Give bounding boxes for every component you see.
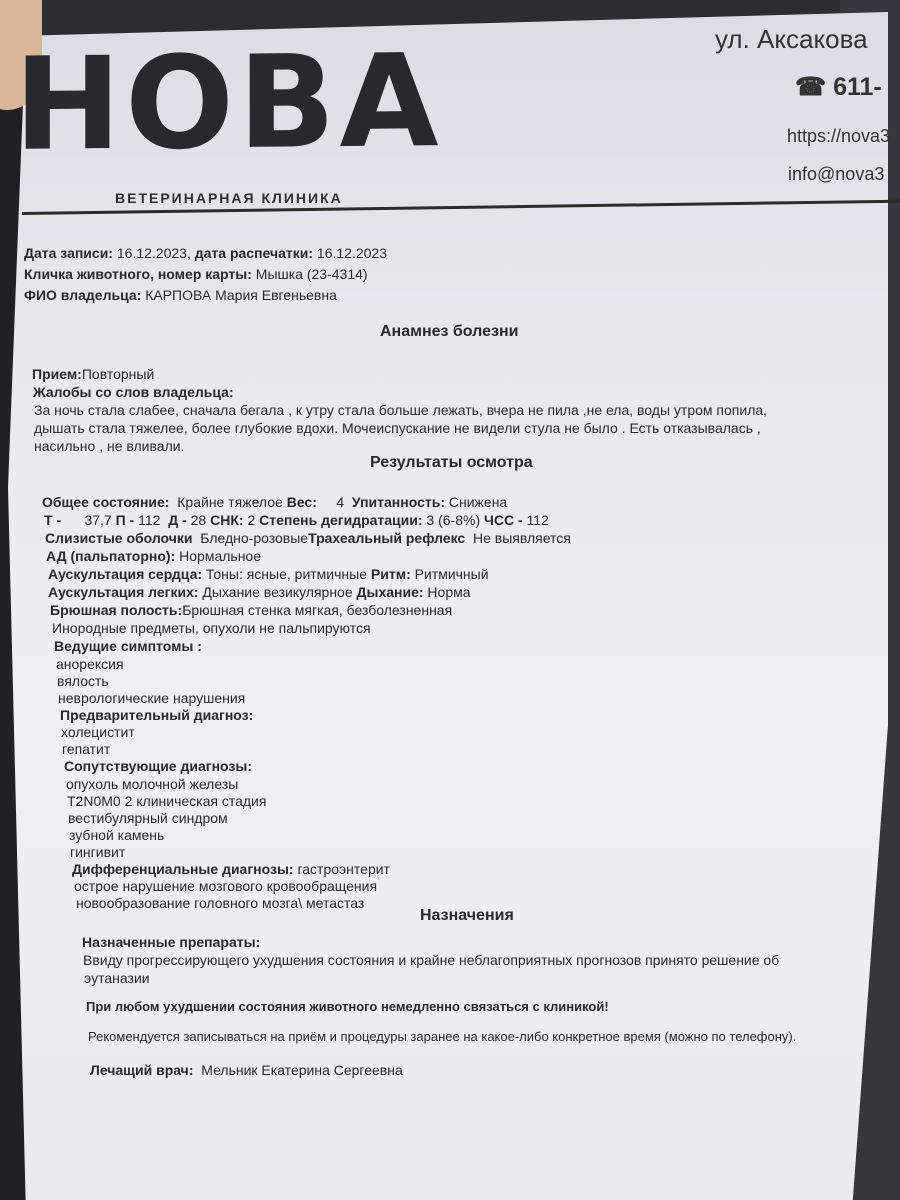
abdomen-line: [50, 602, 452, 618]
lungs-line: [48, 584, 471, 600]
exam-title: Результаты осмотра: [370, 454, 533, 471]
visit-value: Повторный: [81, 366, 155, 382]
symptoms-label: Ведущие симптомы :: [54, 638, 202, 654]
general-line: [42, 494, 507, 510]
weight-label: Вес:: [286, 494, 317, 510]
owner-label: ФИО владельца:: [24, 287, 142, 303]
owner-line: [24, 287, 337, 303]
tracheal-label: Трахеальный рефлекс: [308, 530, 466, 546]
recommendation-text: Рекомендуется записываться на приём и процедуры заранее на какое-либо конкретное время (можно по телефону).: [88, 1029, 797, 1044]
phone-number: 611-: [833, 73, 882, 101]
hr-label: ЧСС -: [484, 512, 523, 528]
anamnesis-title: Анамнез болезни: [380, 323, 519, 340]
symptom-item: анорексия: [56, 656, 124, 672]
concomitant-item: вестибулярный синдром: [68, 810, 228, 826]
p-value: 112: [138, 512, 161, 528]
clinic-email: info@nova3: [788, 164, 885, 184]
differential-label: Дифференциальные диагнозы:: [72, 861, 294, 877]
phone-icon: ☎: [795, 73, 827, 101]
pet-line: [24, 266, 368, 282]
lungs-label: Аускультация легких:: [48, 584, 199, 600]
abdomen-extra: Инородные предметы, опухоли не пальпируются: [52, 620, 371, 636]
pet-value: Мышка (23-4314): [255, 266, 368, 282]
drugs-line: Ввиду прогрессирующего ухудшения состояния и крайне неблагоприятных прогнозов принято решение об: [83, 952, 780, 968]
concomitant-label: Сопутствующие диагнозы:: [64, 758, 252, 774]
bp-line: [46, 548, 261, 564]
rhythm-value: Ритмичный: [414, 566, 489, 582]
breath-value: Норма: [427, 584, 471, 600]
clinic-subtitle: ВЕТЕРИНАРНАЯ КЛИНИКА: [115, 190, 343, 206]
prelim-item: холецистит: [61, 724, 135, 740]
p-label: П -: [115, 512, 135, 528]
doctor-label: Лечащий врач:: [90, 1062, 194, 1078]
nutrition-value: Снижена: [448, 494, 508, 510]
mucosa-value: Бледно-розовые: [200, 530, 309, 546]
drugs-line: эутаназии: [84, 970, 150, 986]
visit-line: [32, 366, 154, 382]
heart-label: Аускультация сердца:: [48, 566, 203, 582]
bp-label: АД (пальпаторно):: [46, 548, 176, 564]
date-label: Дата записи:: [24, 245, 113, 261]
concomitant-item: опухоль молочной железы: [66, 776, 239, 792]
symptom-item: вялость: [57, 673, 109, 689]
concomitant-item: T2N0M0 2 клиническая стадия: [67, 793, 267, 809]
doctor-line: [90, 1062, 403, 1078]
heart-value: Тоны: ясные, ритмичные: [205, 566, 368, 582]
heart-line: [48, 566, 489, 582]
print-value: 16.12.2023: [316, 245, 387, 261]
weight-value: 4: [336, 494, 345, 510]
nutrition-label: Упитанность:: [351, 494, 445, 510]
concomitant-item: зубной камень: [69, 827, 165, 843]
date-value: 16.12.2023,: [116, 245, 191, 261]
abdomen-label: Брюшная полость:: [50, 602, 183, 618]
hr-value: 112: [526, 512, 549, 528]
general-value: Крайне тяжелое: [177, 494, 283, 510]
clinic-logo: НОВА: [14, 27, 443, 180]
concomitant-item: гингивит: [70, 844, 126, 860]
record-date-line: [24, 245, 387, 261]
differential-item: острое нарушение мозгового кровообращения: [74, 878, 378, 894]
breath-label: Дыхание:: [356, 584, 424, 600]
prescriptions-title: Назначения: [420, 907, 514, 924]
clinic-phone: [795, 72, 900, 102]
pet-label: Кличка животного, номер карты:: [24, 266, 252, 282]
complaints-label: Жалобы со слов владельца:: [33, 384, 234, 400]
doctor-value: Мельник Екатерина Сергеевна: [201, 1062, 403, 1078]
bp-value: Нормальное: [179, 548, 262, 564]
warning-text: При любом ухудшении состояния животного немедленно связаться с клиникой!: [86, 999, 609, 1014]
rhythm-label: Ритм:: [370, 566, 411, 582]
t-value: 37,7: [84, 512, 112, 528]
prelim-item: гепатит: [62, 741, 111, 757]
general-label: Общее состояние:: [42, 494, 170, 510]
d-label: Д -: [168, 512, 187, 528]
clinic-website: https://nova3: [787, 126, 891, 146]
clinic-address: ул. Аксакова: [715, 24, 868, 54]
abdomen-value: Брюшная стенка мягкая, безболезненная: [182, 602, 453, 618]
dehydration-label: Степень дегидратации:: [259, 512, 423, 528]
t-label: Т -: [44, 512, 62, 528]
snk-value: 2: [247, 512, 256, 528]
differential-line: [72, 861, 390, 877]
differential-item: гастроэнтерит: [297, 861, 390, 877]
differential-item: новообразование головного мозга\ метастаз: [76, 895, 365, 911]
mucosa-label: Слизистые оболочки: [45, 530, 193, 546]
vitals-line: [44, 512, 549, 528]
dehydration-value: 3 (6-8%): [426, 512, 481, 528]
lungs-value: Дыхание везикулярное: [202, 584, 353, 600]
d-value: 28: [190, 512, 207, 528]
mucosa-line: [45, 530, 571, 546]
print-label: дата распечатки:: [194, 245, 314, 261]
complaints-line: За ночь стала слабее, сначала бегала , к утру стала больше лежать, вчера не пила ,не ела, воды утром попила,: [34, 402, 768, 418]
snk-label: СНК:: [210, 512, 244, 528]
prelim-label: Предварительный диагноз:: [60, 707, 254, 723]
symptom-item: неврологические нарушения: [58, 690, 246, 706]
complaints-line: дышать стала тяжелее, более глубокие вдохи. Мочеиспускание не видели стула не было . Есть отказывалась ,: [34, 420, 761, 436]
complaints-line: насильно , не вливали.: [34, 438, 185, 454]
owner-value: КАРПОВА Мария Евгеньевна: [145, 287, 337, 303]
visit-label: Прием:: [32, 366, 82, 382]
drugs-label: Назначенные препараты:: [82, 934, 261, 950]
tracheal-value: Не выявляется: [472, 530, 571, 546]
